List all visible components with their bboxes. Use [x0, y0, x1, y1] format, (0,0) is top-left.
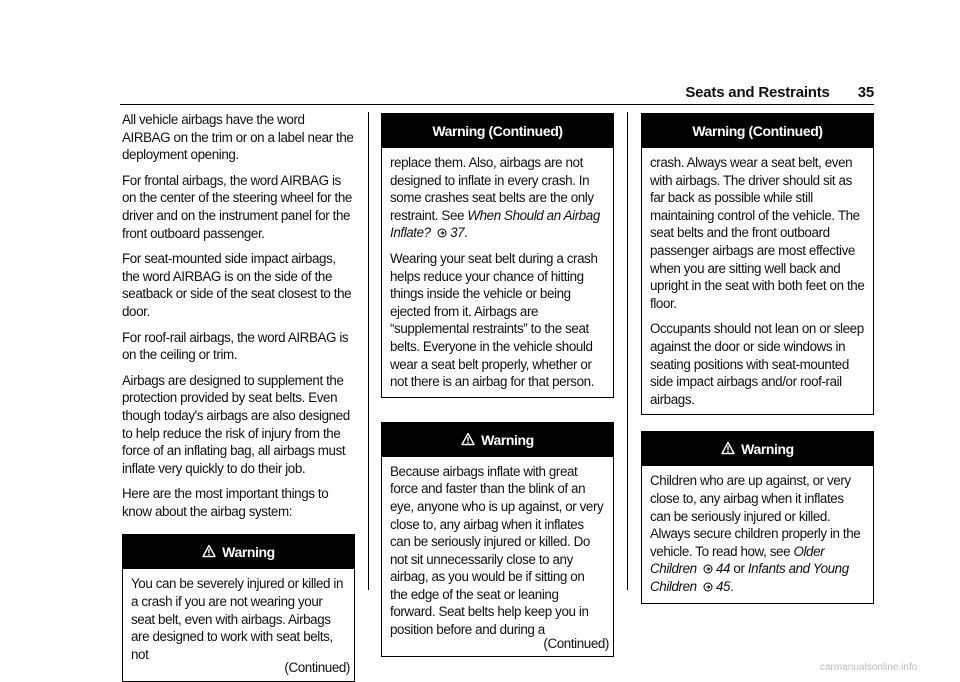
warning-triangle-icon	[461, 432, 475, 446]
paragraph: All vehicle airbags have the word AIRBAG on the trim or on a label near the deployment opening.	[122, 112, 354, 163]
page-number: 35	[857, 84, 874, 101]
cross-reference-link[interactable]: When Should an Airbag Inflate?	[390, 207, 600, 241]
page-reference-arrow-icon	[437, 228, 447, 238]
page-reference-arrow-icon	[703, 582, 713, 592]
cross-reference-link[interactable]: Older Children	[650, 543, 825, 577]
watermark: carmanualsonline.info	[820, 662, 918, 673]
warning-triangle-icon	[202, 544, 216, 558]
warning-continued-box	[381, 113, 614, 398]
header-rule	[120, 104, 874, 105]
paragraph: Airbags are designed to supplement the protection provided by seat belts. Even though today's airbags are also designed to help reduce the risk of injury from the force of an inflating bag, all airbags must inflate very quickly to do their job.	[122, 372, 350, 476]
warning-continued-header: Warning (Continued)	[642, 114, 873, 148]
warning-header	[123, 535, 354, 569]
warning-continued-header: Warning (Continued)	[382, 114, 613, 148]
paragraph: For seat-mounted side impact airbags, the word AIRBAG is on the side of the seatback or side of the seat closest to the door.	[122, 251, 352, 319]
warning-text: Children who are up against, or very close to, any airbag when it inflates can be seriously injured or killed. Always secure children properly in the vehicle. To read how, see Older Children 44 or Infants and Young Children 45.	[650, 473, 861, 594]
page-reference[interactable]: 37	[450, 225, 465, 241]
warning-text: You can be severely injured or killed in a crash if you are not wearing your seat belt, even with airbags. Airbags are designed to work with seat belts, not	[131, 576, 344, 662]
warning-continued-box	[641, 113, 874, 415]
column-2	[381, 113, 614, 657]
warning-header	[642, 432, 873, 466]
warning-title: Warning	[481, 431, 534, 448]
section-title: Seats and Restraints	[685, 84, 830, 101]
warning-title: Warning	[222, 544, 275, 561]
column-divider-1	[368, 112, 369, 590]
warning-header	[382, 423, 613, 457]
column-divider-2	[627, 112, 628, 590]
page-reference[interactable]: 45	[716, 578, 731, 594]
page-reference-arrow-icon	[703, 564, 713, 574]
warning-text: Occupants should not lean on or sleep against the door or side windows in seating positions with seat-mounted side impact airbags and/or roof-rail airbags.	[650, 321, 864, 407]
paragraph: Here are the most important things to know about the airbag system:	[122, 486, 329, 519]
warning-triangle-icon	[721, 441, 735, 455]
conjunction: or	[730, 561, 748, 577]
warning-title: Warning	[741, 441, 794, 458]
warning-box	[122, 534, 355, 682]
warning-box	[641, 431, 874, 604]
warning-box	[381, 422, 614, 658]
warning-text-span: Children who are up against, or very close to, any airbag when it inflates can be seriously injured or killed. Always secure children properly in the vehicle. To read how, see	[650, 473, 861, 559]
paragraph: For frontal airbags, the word AIRBAG is on the center of the steering wheel for the driver and on the instrument panel for the front outboard passenger.	[122, 172, 352, 241]
page-reference[interactable]: 44	[716, 561, 731, 577]
continued-label: (Continued)	[543, 635, 609, 651]
warning-text: crash. Always wear a seat belt, even with airbags. The driver should sit as far back as possible while still maintaining control of the vehicle. The seat belts and the front outboard passenger airbags are most effective when you are sitting well back and upright in the seat with both feet on the floor.	[650, 155, 865, 311]
warning-text-span: replace them. Also, airbags are not designed to inflate in every crash. In some crashes seat belts are the only restraint. See	[390, 155, 594, 223]
continued-label: (Continued)	[284, 660, 350, 676]
warning-text: Because airbags inflate with great force and faster than the blink of an eye, anyone who is up against, or very close to, any airbag when it inflates can be seriously injured or killed. Do not sit unnecessarily close to any airbag, as you would be if sitting on the edge of the seat or leaning forward. Seat belts help keep you in position before and during a	[390, 463, 604, 638]
page-header	[685, 84, 874, 101]
column-1	[122, 111, 355, 682]
paragraph: For roof-rail airbags, the word AIRBAG is on the ceiling or trim.	[122, 329, 349, 363]
cross-reference-link[interactable]: Infants and Young Children	[650, 561, 849, 594]
warning-text: replace them. Also, airbags are not designed to inflate in every crash. In some crashes seat belts are the only restraint. See When Should an Airbag Inflate? 37.	[390, 155, 600, 241]
column-3	[641, 113, 874, 604]
warning-text: Wearing your seat belt during a crash helps reduce your chance of hitting things inside the vehicle or being ejected from it. Airbags are “supplemental restraints” to the seat belts. Everyone in the vehicle should wear a seat belt properly, whether or not there is an airbag for that person.	[390, 250, 598, 390]
